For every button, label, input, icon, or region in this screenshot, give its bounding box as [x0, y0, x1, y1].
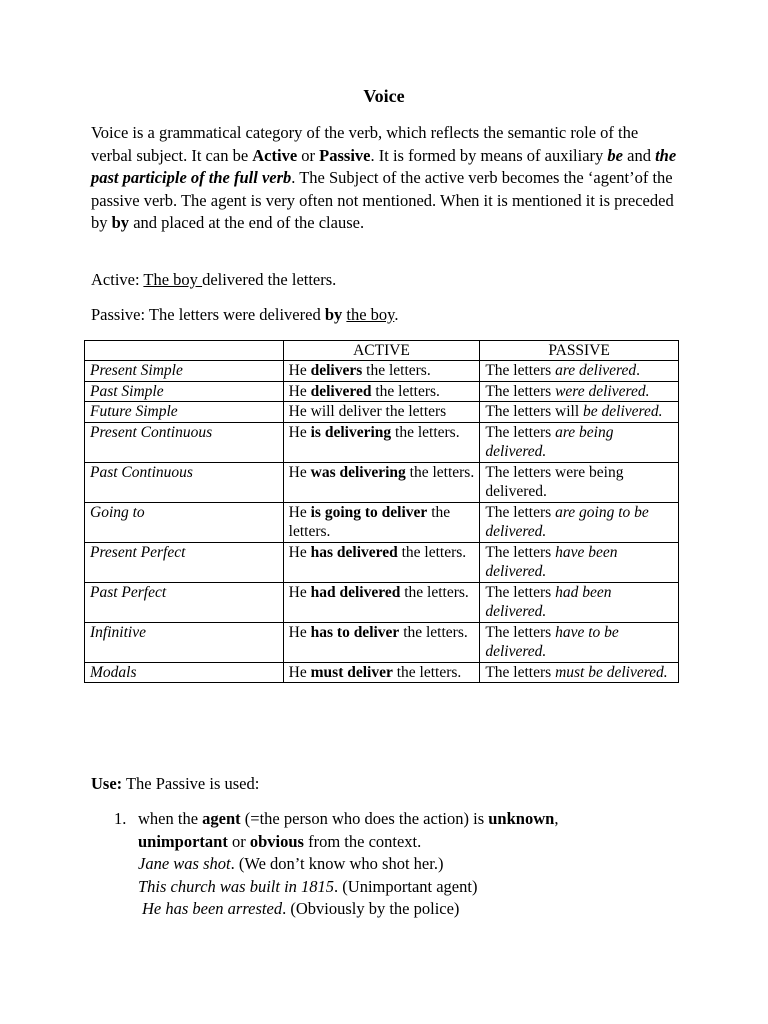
term-unknown: unknown — [488, 809, 555, 828]
term-be: be — [607, 145, 623, 165]
cell-verb: be delivered. — [583, 403, 663, 420]
table-row — [85, 542, 679, 582]
tense-cell: Past Perfect — [85, 582, 284, 622]
example-line — [138, 876, 678, 899]
column-header-tense — [85, 341, 284, 361]
example-active — [91, 270, 336, 290]
cell-verb: had delivered — [310, 583, 401, 601]
list-item — [138, 808, 678, 921]
cell-text: He — [288, 423, 311, 441]
cell-verb: were delivered. — [555, 382, 650, 400]
cell-verb: are being delivered. — [485, 423, 614, 460]
cell-text: The letters — [485, 382, 556, 400]
list-text: from the context. — [303, 831, 422, 851]
cell-text: He — [288, 503, 311, 521]
passive-cell — [480, 662, 679, 683]
table-row — [85, 622, 679, 662]
table-row — [85, 402, 679, 423]
cell-verb: is going to deliver — [310, 503, 428, 521]
cell-text: He — [288, 663, 311, 681]
tense-cell: Past Simple — [85, 381, 284, 402]
intro-text: and — [623, 145, 656, 165]
voice-table — [84, 340, 679, 683]
intro-text: or — [297, 145, 320, 165]
cell-text: The letters — [485, 623, 556, 641]
example-agent: the boy — [346, 305, 395, 324]
cell-text: the letters. — [362, 362, 431, 379]
cell-verb: have to be delivered. — [485, 623, 619, 660]
table-row — [85, 462, 679, 502]
example-label: Passive: The letters were delivered — [91, 305, 325, 324]
cell-verb: must be delivered. — [555, 663, 668, 681]
tense-cell: Modals — [85, 662, 284, 683]
example-agent: The boy — [143, 270, 203, 289]
intro-text: . The Subject of the active verb becomes the ‘agent’of the passive verb. The agent is very often not mentioned. When it is mentioned it is preceded by — [91, 168, 674, 233]
tense-cell: Past Continuous — [85, 462, 284, 502]
cell-verb: was delivering — [310, 463, 406, 481]
passive-cell — [480, 622, 679, 662]
example-by: by — [324, 305, 343, 324]
passive-cell — [480, 381, 679, 402]
passive-cell — [480, 582, 679, 622]
column-header-active: ACTIVE — [283, 341, 480, 361]
table-row — [85, 502, 679, 542]
cell-text: The letters — [485, 503, 556, 521]
active-cell — [283, 462, 480, 502]
cell-verb: is delivering — [310, 423, 392, 441]
passive-cell — [480, 361, 679, 382]
list-text: , — [554, 809, 559, 828]
cell-text: He — [288, 583, 311, 601]
table-row — [85, 422, 679, 462]
page-title: Voice — [363, 86, 405, 106]
table-header-row — [85, 341, 679, 361]
tense-cell: Present Simple — [85, 361, 284, 382]
example-line — [138, 898, 678, 921]
passive-cell — [480, 462, 679, 502]
example-text: . — [394, 305, 399, 324]
active-cell — [283, 422, 480, 462]
active-cell — [283, 662, 480, 683]
example-sentence: This church was built in 1815 — [138, 876, 335, 896]
cell-verb: has to deliver — [310, 623, 400, 641]
cell-text: The letters were being delivered. — [485, 463, 624, 500]
cell-text: the letters. — [399, 623, 468, 641]
passive-cell — [480, 502, 679, 542]
passive-cell — [480, 402, 679, 423]
cell-text: the letters. — [288, 503, 451, 540]
cell-text: The letters — [485, 583, 556, 601]
term-obvious: obvious — [249, 831, 304, 851]
example-label: Active: — [91, 270, 144, 289]
cell-text: He — [288, 362, 311, 379]
cell-text: He — [288, 463, 311, 481]
tense-cell: Present Continuous — [85, 422, 284, 462]
use-text: The Passive is used: — [122, 774, 260, 793]
cell-verb: have been delivered. — [485, 543, 618, 580]
active-cell — [283, 502, 480, 542]
term-active: Active — [252, 145, 298, 165]
intro-text: Voice is a grammatical category of the verb, which reflects the semantic role of the verbal subject. It can be — [91, 123, 639, 165]
cell-verb: delivered — [310, 382, 372, 400]
cell-verb: has delivered — [310, 543, 398, 561]
term-unimportant: unimportant — [138, 831, 228, 851]
cell-text: the letters. — [405, 463, 475, 481]
term-agent: agent — [202, 809, 241, 828]
cell-text: the letters. — [371, 382, 440, 400]
list-line — [138, 831, 678, 854]
cell-verb: must deliver — [310, 663, 393, 681]
column-header-passive: PASSIVE — [480, 341, 679, 361]
cell-text: the letters. — [397, 543, 467, 561]
use-label: Use: — [91, 774, 123, 793]
table-row — [85, 361, 679, 382]
cell-verb: are delivered — [555, 362, 637, 379]
example-passive — [91, 305, 398, 325]
passive-cell — [480, 542, 679, 582]
tense-cell: Present Perfect — [85, 542, 284, 582]
example-note: . (We don’t know who shot her.) — [230, 854, 444, 874]
example-sentence: Jane was shot — [138, 854, 231, 874]
table-row — [85, 381, 679, 402]
table-row — [85, 582, 679, 622]
tense-cell: Going to — [85, 502, 284, 542]
cell-text: The letters — [485, 362, 556, 379]
table-row — [85, 662, 679, 683]
active-cell — [283, 402, 480, 423]
intro-text: and placed at the end of the clause. — [129, 213, 365, 233]
cell-text: The letters — [485, 663, 556, 681]
term-past-participle: the past participle of the full verb — [91, 145, 677, 188]
active-cell — [283, 582, 480, 622]
active-cell — [283, 622, 480, 662]
active-cell — [283, 542, 480, 582]
passive-cell — [480, 422, 679, 462]
cell-verb: delivers — [310, 362, 363, 379]
tense-cell: Infinitive — [85, 622, 284, 662]
example-note: . (Obviously by the police) — [282, 899, 460, 919]
list-item-number: 1. — [114, 809, 127, 828]
cell-text: the letters. — [392, 663, 462, 681]
intro-text: . It is formed by means of auxiliary — [370, 145, 608, 165]
active-cell — [283, 381, 480, 402]
cell-text: He — [288, 543, 311, 561]
list-text: when the — [138, 809, 203, 828]
cell-verb: had been delivered. — [485, 583, 612, 620]
cell-text: He will deliver the letters — [288, 403, 447, 420]
list-line — [138, 808, 678, 831]
example-line — [138, 853, 678, 876]
cell-text: the letters. — [400, 583, 469, 601]
cell-text: He — [288, 623, 311, 641]
list-text: (=the person who does the action) is — [240, 809, 489, 828]
example-sentence: He has been arrested — [142, 899, 283, 919]
cell-verb: are going to be delivered. — [485, 503, 649, 540]
term-passive: Passive — [319, 145, 371, 165]
active-cell — [283, 361, 480, 382]
cell-text: He — [288, 382, 311, 400]
list-text: or — [227, 831, 250, 851]
tense-cell: Future Simple — [85, 402, 284, 423]
cell-text: . — [636, 362, 640, 379]
use-heading — [91, 774, 259, 794]
cell-text: The letters will — [485, 403, 584, 420]
cell-text: the letters. — [391, 423, 460, 441]
example-note: . (Unimportant agent) — [334, 876, 478, 896]
intro-paragraph — [91, 122, 681, 235]
cell-text: The letters — [485, 543, 556, 561]
example-text: delivered the letters. — [202, 270, 337, 289]
term-by: by — [111, 213, 130, 233]
cell-text: The letters — [485, 423, 556, 441]
